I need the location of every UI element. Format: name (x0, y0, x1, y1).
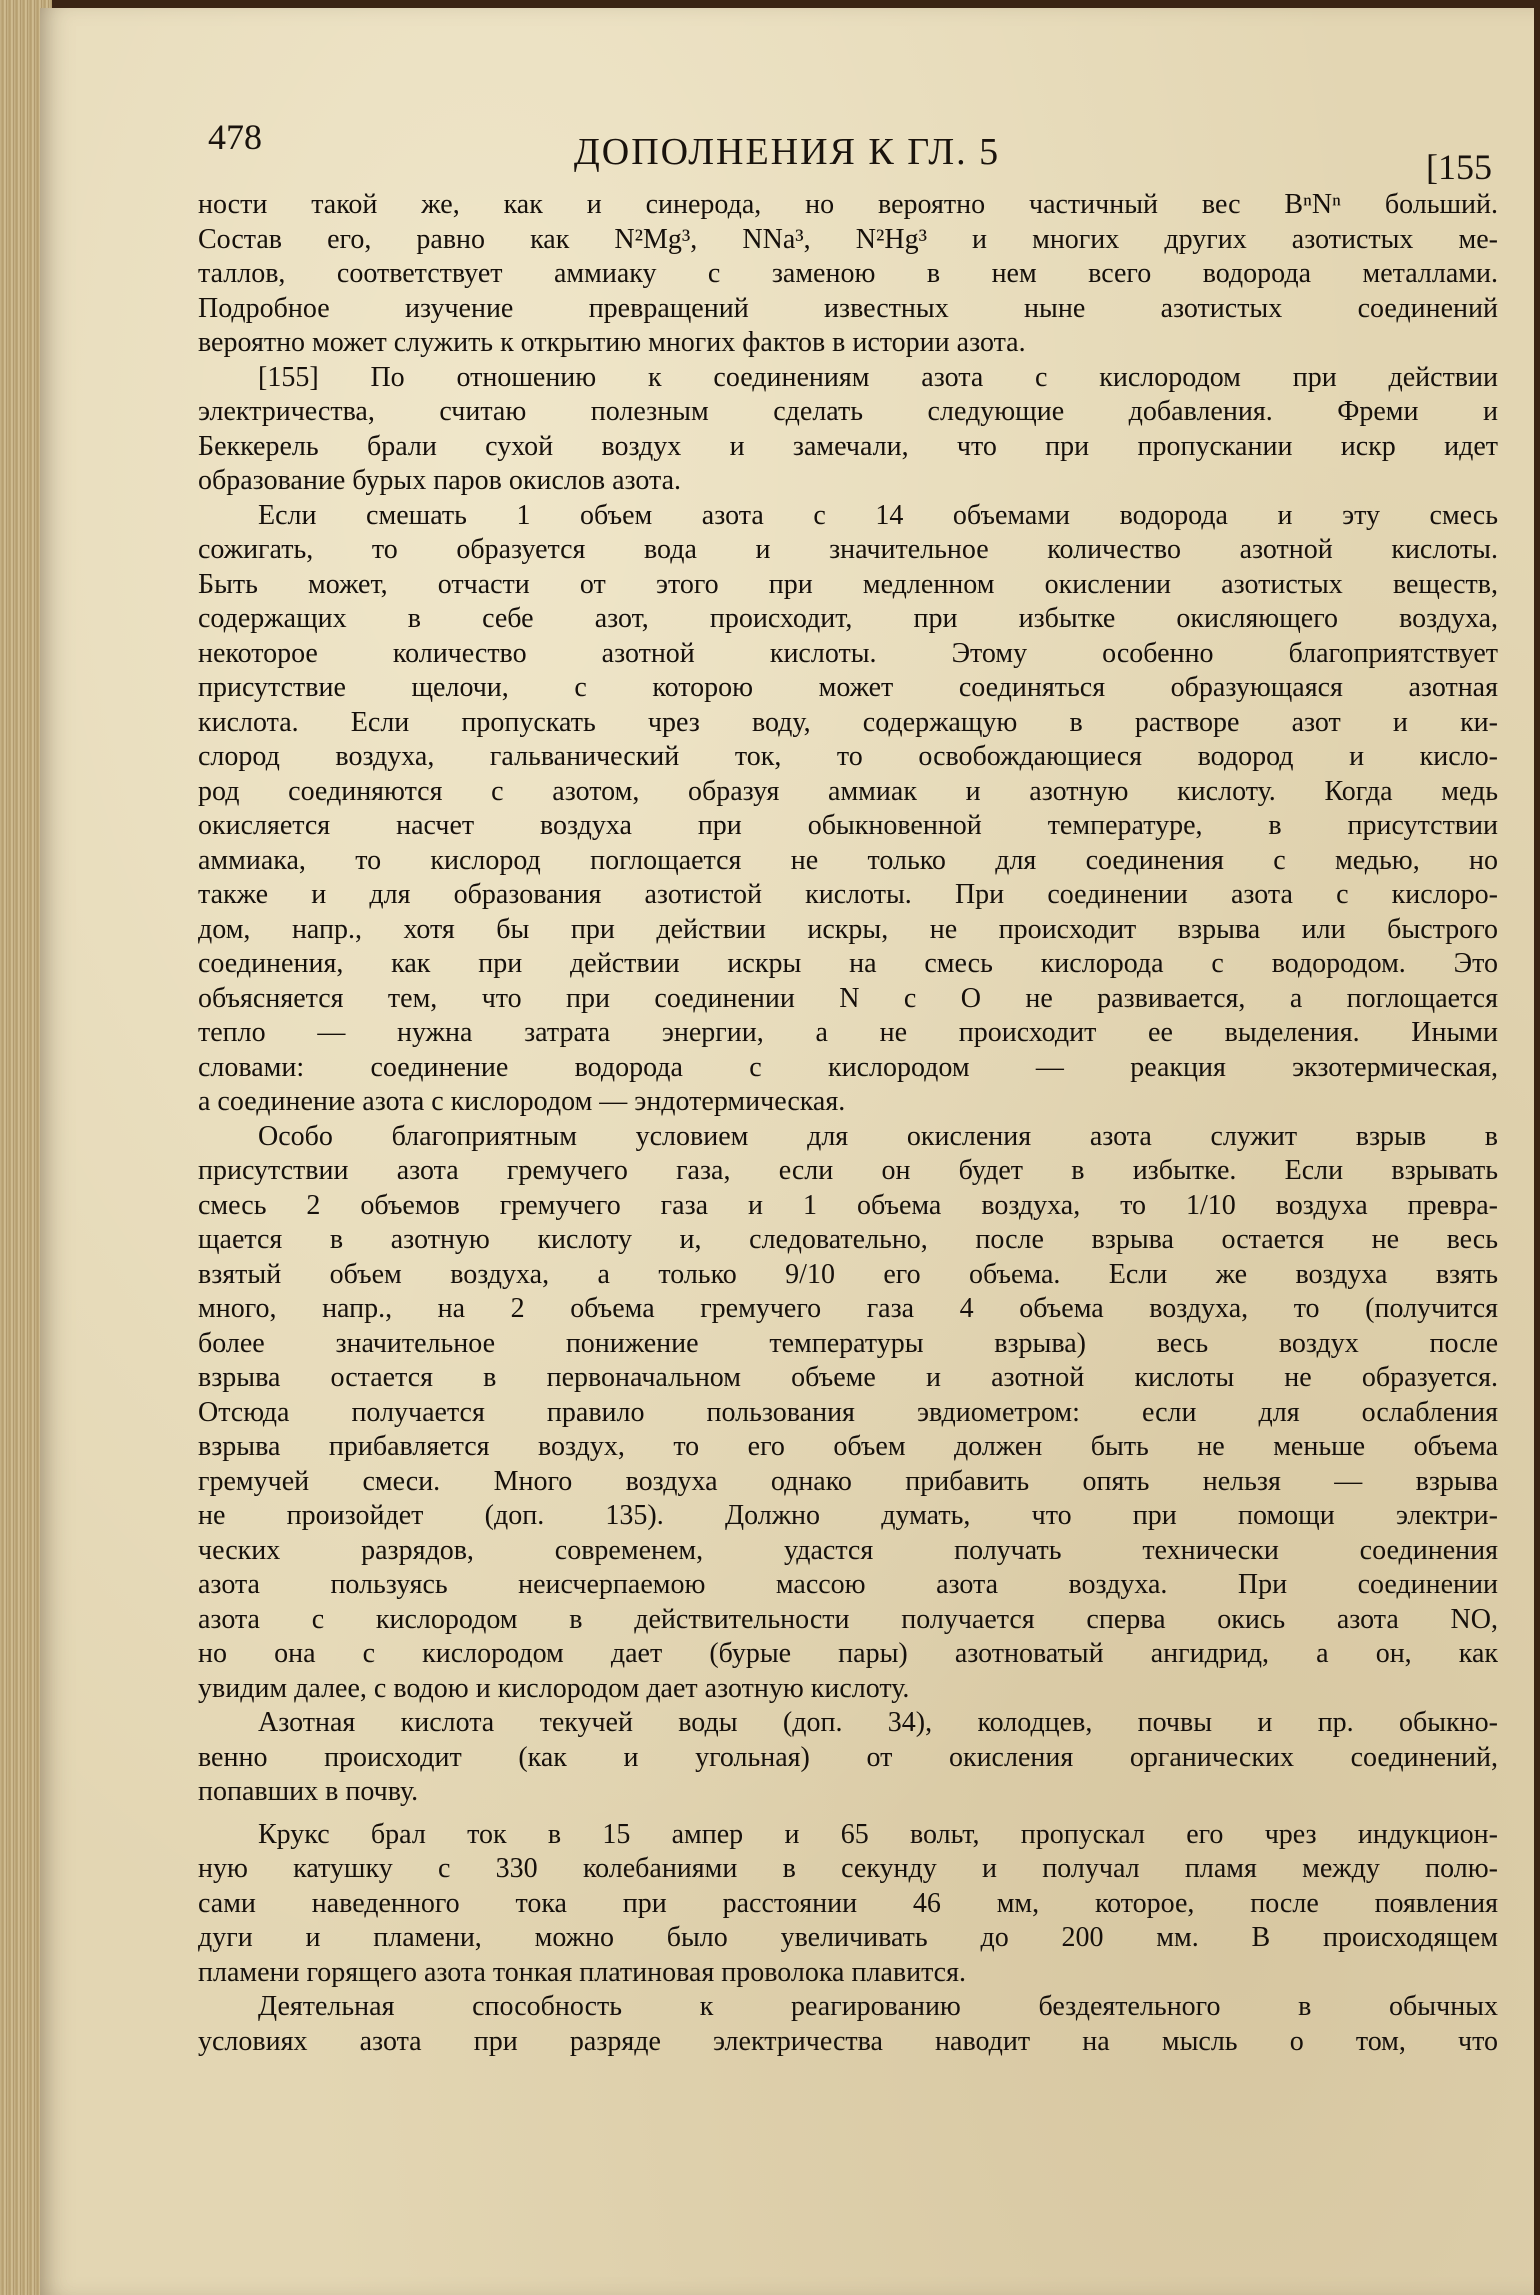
page-number: 478 (208, 117, 262, 157)
page-header (40, 116, 1534, 186)
text-line: Крукс брал ток в 15 ампер и 65 вольт, пропускал его чрез индукцион- (258, 1818, 1498, 1850)
text-line: условиях азота при разряде электричества наводит на мысль о том, что (198, 2025, 1498, 2057)
text-line: Быть может, отчасти от этого при медленном окислении азотистых веществ, (198, 568, 1498, 600)
text-line: Деятельная способность к реагированию бездеятельного в обычных (258, 1991, 1498, 2022)
text-line: содержащих в себе азот, происходит, при избытке окисляющего воздуха, (198, 603, 1498, 634)
text-line: аммиака, то кислород поглощается не только для соединения с медью, но (198, 844, 1498, 876)
text-line: электричества, считаю полезным сделать следующие добавления. Фреми и (198, 396, 1498, 427)
text-line: щается в азотную кислоту и, следовательно, после взрыва остается не весь (198, 1224, 1498, 1255)
text-line: также и для образования азотистой кислоты. При соединении азота с кислоро- (198, 879, 1498, 910)
text-line: азота пользуясь неисчерпаемою массою азота воздуха. При соединении (198, 1569, 1498, 1600)
text-line: взрыва остается в первоначальном объеме и азотной кислоты не образуется. (198, 1362, 1498, 1393)
text-line: дом, напр., хотя бы при действии искры, не происходит взрыва или быстрого (198, 913, 1498, 945)
text-line: много, напр., на 2 объема гремучего газа 4 объема воздуха, то (получится (198, 1293, 1498, 1324)
text-line: сожигать, то образуется вода и значительное количество азотной кислоты. (198, 534, 1498, 565)
body-text (198, 188, 1498, 2059)
text-line: гремучей смеси. Много воздуха однако прибавить опять нельзя — взрыва (198, 1465, 1498, 1497)
text-line: Подробное изучение превращений известных ныне азотистых соединений (198, 292, 1498, 324)
text-line: соединения, как при действии искры на смесь кислорода с водородом. Это (198, 948, 1498, 979)
text-line: Состав его, равно как N²Mg³, NNa³, N²Hg³ и многих других азотистых ме- (198, 223, 1498, 255)
text-line: окисляется насчет воздуха при обыкновенной температуре, в присутствии (198, 810, 1498, 841)
text-line: объясняется тем, что при соединении N с O не развивается, а поглощается (198, 982, 1498, 1014)
text-line: пламени горящего азота тонкая платиновая проволока плавится. (198, 1956, 966, 1988)
running-head: ДОПОЛНЕНИЯ К ГЛ. 5 (573, 131, 1001, 173)
text-line: а соединение азота с кислородом — эндотермическая. (198, 1086, 846, 1117)
section-ref: [155 (1426, 147, 1492, 187)
text-line: азота с кислородом в действительности получается сперва окись азота NO, (198, 1603, 1498, 1635)
text-line: ческих разрядов, современем, удастся получать технически соединения (198, 1534, 1498, 1566)
text-line: Отсюда получается правило пользования эвдиометром: если для ослабления (198, 1396, 1498, 1428)
text-line: [155] По отношению к соединениям азота с кислородом при действии (258, 361, 1498, 393)
book-page (40, 8, 1534, 2295)
text-line: Азотная кислота текучей воды (доп. 34), колодцев, почвы и пр. обыкно- (258, 1707, 1498, 1738)
text-line: сами наведенного тока при расстоянии 46 мм, которое, после появления (198, 1887, 1498, 1919)
text-line: дуги и пламени, можно было увеличивать до 200 мм. В происходящем (198, 1922, 1498, 1953)
text-line: более значительное понижение температуры взрыва) весь воздух после (198, 1327, 1498, 1359)
text-line: взятый объем воздуха, а только 9/10 его объема. Если же воздуха взять (198, 1258, 1498, 1290)
text-line: взрыва прибавляется воздух, то его объем должен быть не меньше объема (198, 1431, 1498, 1462)
text-line: образование бурых паров окислов азота. (198, 465, 682, 496)
text-line: но она с кислородом дает (бурые пары) азотноватый ангидрид, а он, как (198, 1638, 1498, 1669)
text-line: тепло — нужна затрата энергии, а не происходит ее выделения. Иными (198, 1017, 1498, 1048)
text-line: Беккерель брали сухой воздух и замечали, что при пропускании искр идет (198, 430, 1498, 462)
text-line: кислота. Если пропускать чрез воду, содержащую в растворе азот и ки- (198, 706, 1498, 738)
text-line: ную катушку с 330 колебаниями в секунду и получал пламя между полю- (198, 1853, 1498, 1884)
text-line: Если смешать 1 объем азота с 14 объемами водорода и эту смесь (258, 499, 1498, 531)
text-line: слород воздуха, гальванический ток, то освобождающиеся водород и кисло- (198, 741, 1498, 772)
text-line: Особо благоприятным условием для окисления азота служит взрыв в (258, 1120, 1498, 1152)
text-line: некоторое количество азотной кислоты. Этому особенно благоприятствует (198, 637, 1498, 669)
text-line: смесь 2 объемов гремучего газа и 1 объема воздуха, то 1/10 воздуха превра- (198, 1189, 1498, 1221)
text-line: попавших в почву. (198, 1776, 419, 1807)
text-line: не произойдет (доп. 135). Должно думать, что при помощи электри- (198, 1500, 1498, 1531)
text-line: словами: соединение водорода с кислородом — реакция экзотермическая, (198, 1051, 1498, 1083)
text-line: род соединяются с азотом, образуя аммиак и азотную кислоту. Когда медь (198, 775, 1498, 807)
text-line: вероятно может служить к открытию многих фактов в истории азота. (198, 327, 1026, 358)
text-line: присутствие щелочи, с которою может соединяться образующаяся азотная (198, 672, 1498, 703)
text-line: увидим далее, с водою и кислородом дает азотную кислоту. (198, 1672, 910, 1704)
text-line: таллов, соответствует аммиаку с заменою в нем всего водорода металлами. (198, 258, 1498, 289)
text-line: венно происходит (как и угольная) от окисления органических соединений, (198, 1741, 1498, 1773)
text-line: ности такой же, как и синерода, но вероятно частичный вес BⁿNⁿ больший. (198, 189, 1498, 220)
text-line: присутствии азота гремучего газа, если он будет в избытке. Если взрывать (198, 1155, 1498, 1186)
